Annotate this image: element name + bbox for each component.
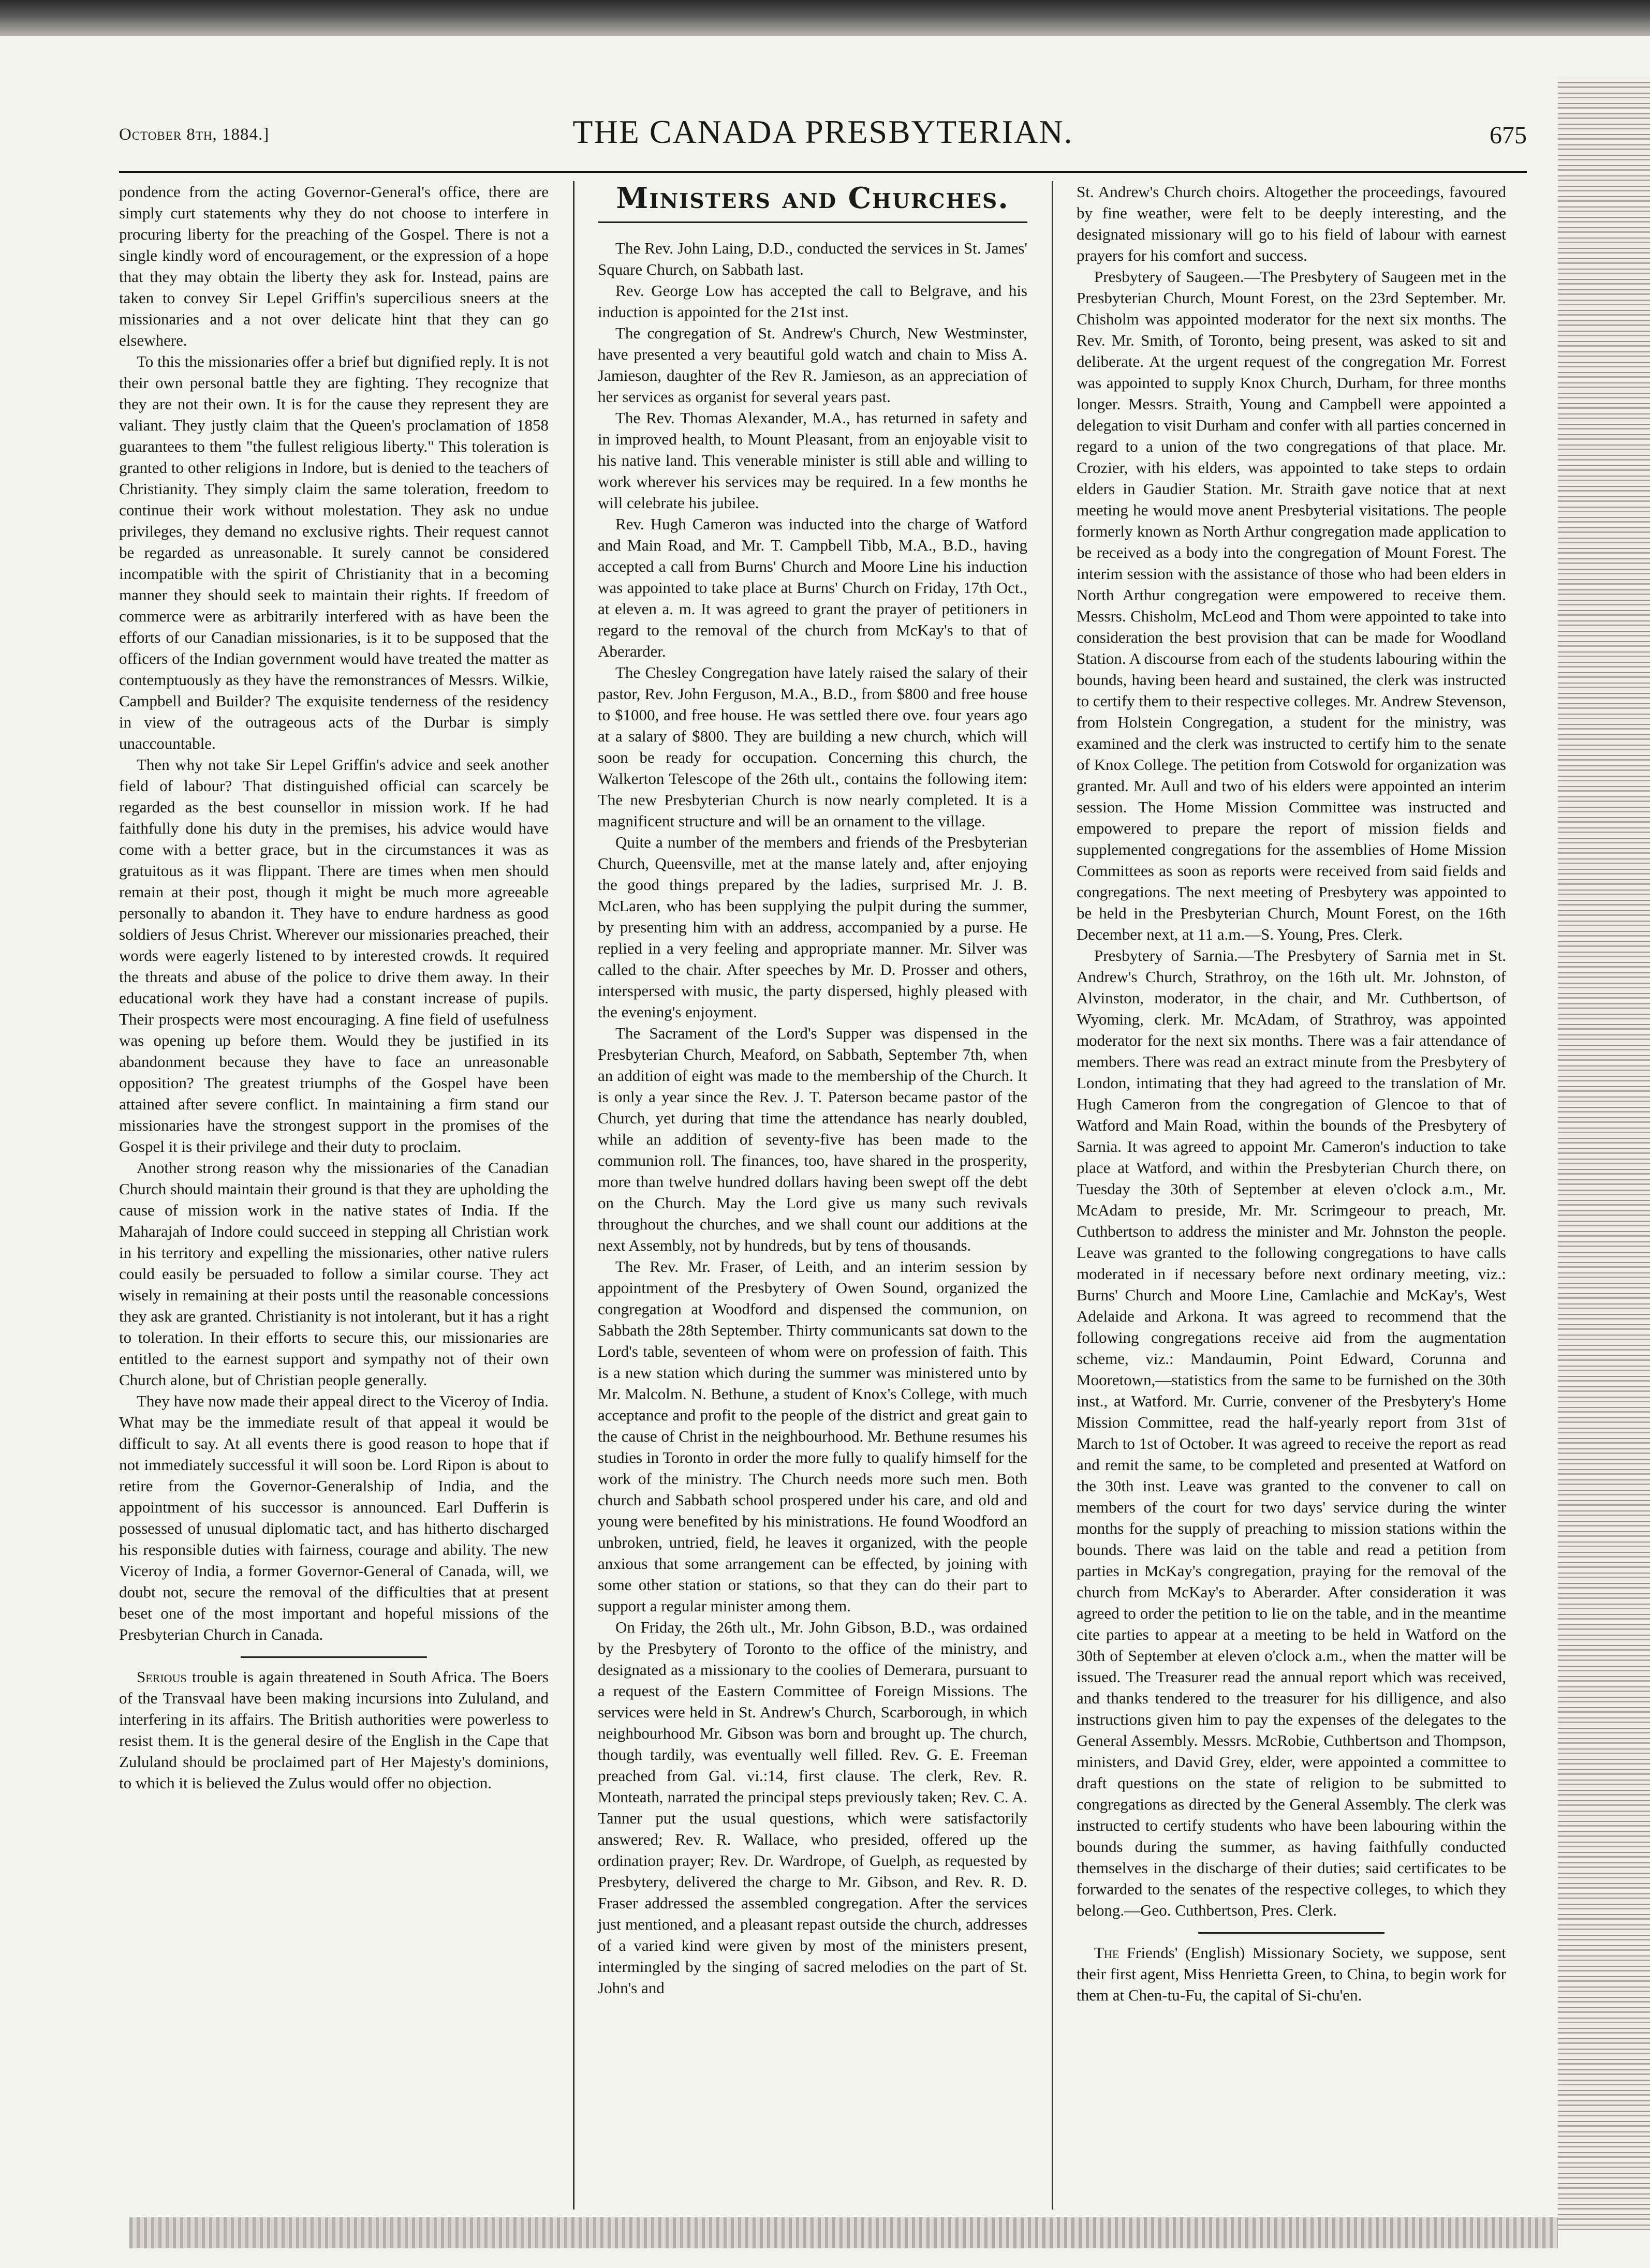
paragraph: Then why not take Sir Lepel Griffin's advice and seek another field of labour? That distinguished official can scarcely be regarded as the best counsellor in mission work. If he had faithfully done his duty in the premises, his advice would have come with a better grace, but in the circumstances it was as gratuitous as it was flippant. There are times when men should remain at their post, though it might be much more agreeable personally to abandon it. They have to endure hardness as good soldiers of Jesus Christ. Wherever our missionaries preached, their words were eagerly listened to by interested crowds. It required the threats and abuse of the police to drive them away. In their educational work they have had a constant increase of pupils. Their prospects were most encouraging. A fine field of usefulness was opening up before them. Would they be justified in its abandonment because they have to face an unreasonable opposition? The greatest triumphs of the Gospel have been attained after severe conflict. In maintaining a firm stand our missionaries have the strongest support in the promises of the Gospel it is their privilege and their duty to proclaim. bbox=[119, 755, 549, 1155]
scan-top-edge bbox=[0, 0, 1650, 36]
column-divider bbox=[1052, 181, 1053, 2210]
news-item: The congregation of St. Andrew's Church, New Westminster, have presented a very beautiful gold watch and chain to Miss A. Jamieson, daughter of the Rev R. Jamieson, as an appreciation of her services as organist for several years past. bbox=[598, 324, 1027, 406]
header-rule bbox=[119, 171, 1527, 173]
presbytery-saugeen-report: Presbytery of Saugeen.—The Presbytery of Saugeen met in the Presbyterian Church, Mount Forest, on the 23rd September. Mr. Chisholm was appointed moderator for the next six months. The Rev. Mr. Smith, of Toronto, being present, was asked to sit and deliberate. At the urgent request of the congregation Mr. Forrest was appointed to supply Knox Church, Durham, for three months longer. Messrs. Straith, Young and Campbell were appointed a delegation to visit Durham and confer with all parties concerned in regard to a union of the two congregations of that place. Mr. Crozier, with his elders, was appointed to take steps to ordain elders in Gaudier Station. Mr. Straith gave notice that at next meeting he would move anent Presbyterial visitations. The people formerly known as North Arthur congregation made application to be received as a body into the congregation of Mount Forest. The interim session with the assistance of those who had been elders in North Arthur congregation were empowered to receive them. Messrs. Chisholm, McLeod and Thom were appointed to take into consideration the best provision that can be made for Woodland Station. A discourse from each of the students labouring within the bounds, having been heard and sustained, the clerk was instructed to certify them to their respective colleges. Mr. Andrew Stevenson, from Holstein Congregation, a student for the ministry, was examined and the clerk was instructed to certify him to the senate of Knox College. The petition from Cotswold for organization was granted. Mr. Aull and two of his elders were appointed an interim session. The Home Mission Committee was instructed and empowered to prepare the report of mission fields and supplemented congregations for the assemblies of Home Mission Committees as soon as reports were received from said fields and congregations. The next meeting of Presbytery was appointed to be held in the Presbyterian Church, Mount Forest, on the 16th December next, at 11 a.m.—S. Young, Pres. Clerk. bbox=[1077, 268, 1506, 943]
news-item: Rev. Hugh Cameron was inducted into the charge of Watford and Main Road, and Mr. T. Campbell Tibb, M.A., B.D., having accepted a call from Burns' Church and Moore Line his induction was appointed to take place at Burns' Church on Friday, 17th Oct., at eleven a. m. It was agreed to grant the prayer of petitioners in regard to the removal of the church from McKay's to that of Aberarder. bbox=[598, 515, 1027, 660]
friends-society-paragraph bbox=[1077, 1942, 1506, 2006]
issue-date: October 8th, 1884.] bbox=[119, 125, 270, 144]
paragraph: To this the missionaries offer a brief but dignified reply. It is not their own personal battle they are fighting. They recognize that they are not their own. It is for the cause they represent they are valiant. They justly claim that the Queen's proclamation of 1858 guarantees to them "the fullest religious liberty." This toleration is granted to other religions in Indore, but is denied to the teachers of Christianity. They simply claim the same toleration, freedom to continue their work without molestation. They ask no undue privileges, they demand no exclusive rights. Their request cannot be regarded as unreasonable. It surely cannot be considered incompatible with the spirit of Christianity that in a becoming manner they should seek to maintain their rights. If freedom of commerce were as arbitrarily interfered with as have been the efforts of our Canadian missionaries, is it to be supposed that the officers of the Indian government would have treated the matter as contemptuously as they have the remonstrances of Messrs. Wilkie, Campbell and Builder? The exquisite tenderness of the residency in view of the outrageous acts of the Durbar is simply unaccountable. bbox=[119, 352, 549, 752]
scan-bottom-edge bbox=[129, 2217, 1558, 2248]
paragraph: They have now made their appeal direct to the Viceroy of India. What may be the immediate result of that appeal it would be difficult to say. At all events there is good reason to hope that if not immediately successful it will soon be. Lord Ripon is about to retire from the Governor-Generalship of India, and the appointment of his successor is announced. Earl Dufferin is possessed of unusual diplomatic tact, and has hitherto discharged his responsible duties with fairness, courage and ability. The new Viceroy of India, a former Governor-General of Canada, will, we doubt not, secure the removal of the difficulties that at present beset one of the most important and hopeful missions of the Presbyterian Church in Canada. bbox=[119, 1392, 549, 1643]
section-rule bbox=[241, 1656, 427, 1658]
column-divider bbox=[573, 181, 574, 2210]
section-heading: Ministers and Churches. bbox=[598, 181, 1027, 223]
publication-title: THE CANADA PRESBYTERIAN. bbox=[572, 113, 1073, 150]
scan-right-edge bbox=[1558, 78, 1650, 2230]
section-rule bbox=[1198, 1932, 1384, 1934]
news-item: The Rev. John Laing, D.D., conducted the services in St. James' Square Church, on Sabbath last. bbox=[598, 239, 1027, 278]
news-item: The Rev. Thomas Alexander, M.A., has returned in safety and in improved health, to Mount Pleasant, from an enjoyable visit to his native land. This venerable minister is still able and willing to work wherever his services may be required. In a few months he will celebrate his jubilee. bbox=[598, 409, 1027, 512]
column-editorial bbox=[119, 181, 549, 1793]
paragraph-text: Friends' (English) Missionary Society, we suppose, sent their first agent, Miss Henrietta Green, to China, to begin work for them at Chen-tu-Fu, the capital of Si-chu'en. bbox=[1077, 1944, 1506, 2004]
presbytery-sarnia-report: Presbytery of Sarnia.—The Presbytery of Sarnia met in St. Andrew's Church, Strathroy, on the 16th ult. Mr. Johnston, of Alvinston, moderator, in the chair, and Mr. Cuthbertson, of Wyoming, clerk. Mr. McAdam, of Strathroy, was appointed moderator for the next six months. There was a fair attendance of members. There was read an extract minute from the Presbytery of London, intimating that they had agreed to the translation of Mr. Hugh Cameron from the congregation of Glencoe to that of Watford and Main Road, within the bounds of the Presbytery of Sarnia. It was agreed to appoint Mr. Cameron's induction to take place at Watford, and within the Presbyterian Church there, on Tuesday the 30th of September at eleven o'clock a.m., Mr. McAdam to preside, Mr. Mr. Scrimgeour to preach, Mr. Cuthbertson to address the minister and Mr. Johnston the people. Leave was granted to the following congregations to have calls moderated in if necessary before next ordinary meeting, viz.: Burns' Church and Moore Line, Camlachie and McKay's, West Adelaide and Arkona. It was agreed to recommend that the following congregations receive aid from the augmentation scheme, viz.: Mandaumin, Point Edward, Corunna and Mooretown,—statistics from the same to be furnished on the 30th inst., at Watford. Mr. Currie, convener of the Presbytery's Home Mission Committee, read the half-yearly report from 31st of March to 1st of October. It was agreed to receive the report as read and remit the same, to be completed and presented at Watford on the 30th inst. Leave was granted to the convener to call on members of the court for two days' service during the winter months for the supply of preaching to mission stations within the bounds. There was laid on the table and read a petition from parties in McKay's congregation, praying for the removal of the church from McKay's to Aberarder. After consideration it was agreed to order the petition to lie on the table, and in the meantime cite parties to appear at a meeting to be held in Watford on the 30th of September at eleven o'clock a.m., when the matter will be issued. The Treasurer read the annual report which was received, and thanks tendered to the treasurer for his dilligence, and also instructions given him to pay the expenses of the delegates to the General Assembly. Messrs. McRobie, Cuthbertson and Thompson, ministers, and David Grey, elder, were appointed a committee to draft questions on the state of religion to be submitted to congregations as directed by the General Assembly. The clerk was instructed to certify students who have been labouring within the bounds during the summer, as having faithfully conducted themselves in the discharge of their duties; said certificates to be forwarded to the senates of the respective colleges, to which they belong.—Geo. Cuthbertson, Pres. Clerk. bbox=[1077, 946, 1506, 1919]
lead-word: The bbox=[1094, 1944, 1119, 1962]
paragraph: St. Andrew's Church choirs. Altogether the proceedings, favoured by fine weather, were felt to be deeply interesting, and the designated missionary will go to his field of labour with earnest prayers for his comfort and success. bbox=[1077, 183, 1506, 264]
news-item: On Friday, the 26th ult., Mr. John Gibson, B.D., was ordained by the Presbytery of Toronto to the office of the ministry, and designated as a missionary to the coolies of Demerara, pursuant to a request of the Eastern Committee of Foreign Missions. The services were held in St. Andrew's Church, Scarborough, in which neighbourhood Mr. Gibson was born and brought up. The church, though tardily, was eventually well filled. Rev. G. E. Freeman preached from Gal. vi.:14, first clause. The clerk, Rev. R. Monteath, narrated the principal steps previously taken; Rev. C. A. Tanner put the usual questions, which were satisfactorily answered; Rev. R. Wallace, who presided, offered up the ordination prayer; Rev. Dr. Wardrope, of Guelph, as requested by Presbytery, delivered the charge to Mr. Gibson, and Rev. R. D. Fraser addressed the assembled congregation. After the services just mentioned, and a pleasant repast outside the church, addresses of a varied kind were given by most of the ministers present, intermingled by the singing of sacred melodies on the part of St. John's and bbox=[598, 1618, 1027, 1997]
south-africa-paragraph bbox=[119, 1666, 549, 1793]
news-item: Quite a number of the members and friends of the Presbyterian Church, Queensville, met at the manse lately and, after enjoying the good things prepared by the ladies, surprised Mr. J. B. McLaren, who has been supplying the pulpit during the summer, by presenting him with an address, accompanied by a purse. He replied in a very feeling and appropriate manner. Mr. Silver was called to the chair. After speeches by Mr. D. Prosser and others, interspersed with music, the party dispersed, highly pleased with the evening's enjoyment. bbox=[598, 833, 1027, 1021]
page-header bbox=[119, 103, 1527, 166]
lead-word: Serious bbox=[137, 1668, 187, 1686]
paragraph: Another strong reason why the missionaries of the Canadian Church should maintain their ground is that they are upholding the cause of mission work in the native states of India. If the Maharajah of Indore could succeed in stepping all Christian work in his territory and expelling the missionaries, other native rulers could easily be persuaded to follow a similar course. They act wisely in remaining at their posts until the reasonable concessions they ask are granted. Christianity is not intolerant, but it has a right to toleration. In their efforts to secure this, our missionaries are entitled to the earnest support and sympathy not of their own Church alone, but of Christian people generally. bbox=[119, 1159, 549, 1389]
column-presbytery-reports bbox=[1077, 181, 1506, 2006]
page-number: 675 bbox=[1490, 122, 1527, 149]
news-item: The Sacrament of the Lord's Supper was dispensed in the Presbyterian Church, Meaford, on Sabbath, September 7th, when an addition of eight was made to the membership of the Church. It is only a year since the Rev. J. T. Paterson became pastor of the Church, yet during that time the attendance has nearly doubled, while an addition of seventy-five has been made to the communion roll. The finances, too, have shared in the prosperity, more than twelve hundred dollars having been swept off the debt on the Church. May the Lord give us many such revivals throughout the churches, and we shall count our additions at the next Assembly, not by hundreds, but by tens of thousands. bbox=[598, 1024, 1027, 1254]
paragraph-text: trouble is again threatened in South Africa. The Boers of the Transvaal have been making incursions into Zululand, and interfering in its affairs. The British authorities were powerless to resist them. It is the general desire of the English in the Cape that Zululand should be proclaimed part of Her Majesty's dominions, to which it is believed the Zulus would offer no objection. bbox=[119, 1668, 549, 1792]
column-ministers-and-churches bbox=[598, 181, 1027, 1998]
news-item: Rev. George Low has accepted the call to Belgrave, and his induction is appointed for the 21st inst. bbox=[598, 281, 1027, 321]
paragraph: pondence from the acting Governor-General's office, there are simply curt statements why they do not choose to interfere in procuring liberty for the preaching of the Gospel. There is not a single kindly word of encouragement, or the expression of a hope that they may obtain the liberty they ask for. Instead, pains are taken to convey Sir Lepel Griffin's supercilious sneers at the missionaries and a not over delicate hint that they can go elsewhere. bbox=[119, 183, 549, 349]
news-item: The Rev. Mr. Fraser, of Leith, and an interim session by appointment of the Presbytery of Owen Sound, organized the congregation at Woodford and dispensed the communion, on Sabbath the 28th September. Thirty communicants sat down to the Lord's table, seventeen of whom were on profession of faith. This is a new station which during the summer was ministered unto by Mr. Malcolm. N. Bethune, a student of Knox's College, with much acceptance and profit to the people of the district and great gain to the cause of Christ in the neighbourhood. Mr. Bethune resumes his studies in Toronto in order the more fully to qualify himself for the work of the ministry. The Church needs more such men. Both church and Sabbath school prospered under his care, and old and young were benefited by his ministrations. He found Woodford an unbroken, untried, field, he leaves it organized, with the people anxious that some arrangement can be effected, by joining with some other station or stations, so that they can do their part to support a regular minister among them. bbox=[598, 1257, 1027, 1615]
newspaper-page bbox=[119, 103, 1527, 2215]
news-item: The Chesley Congregation have lately raised the salary of their pastor, Rev. John Ferguson, M.A., B.D., from $800 and free house to $1000, and free house. He was settled there ove. four years ago at a salary of $800. They are building a new church, which will soon be ready for occupation. Concerning this church, the Walkerton Telescope of the 26th ult., contains the following item: The new Presbyterian Church is now nearly completed. It is a magnificent structure and will be an ornament to the village. bbox=[598, 663, 1027, 830]
